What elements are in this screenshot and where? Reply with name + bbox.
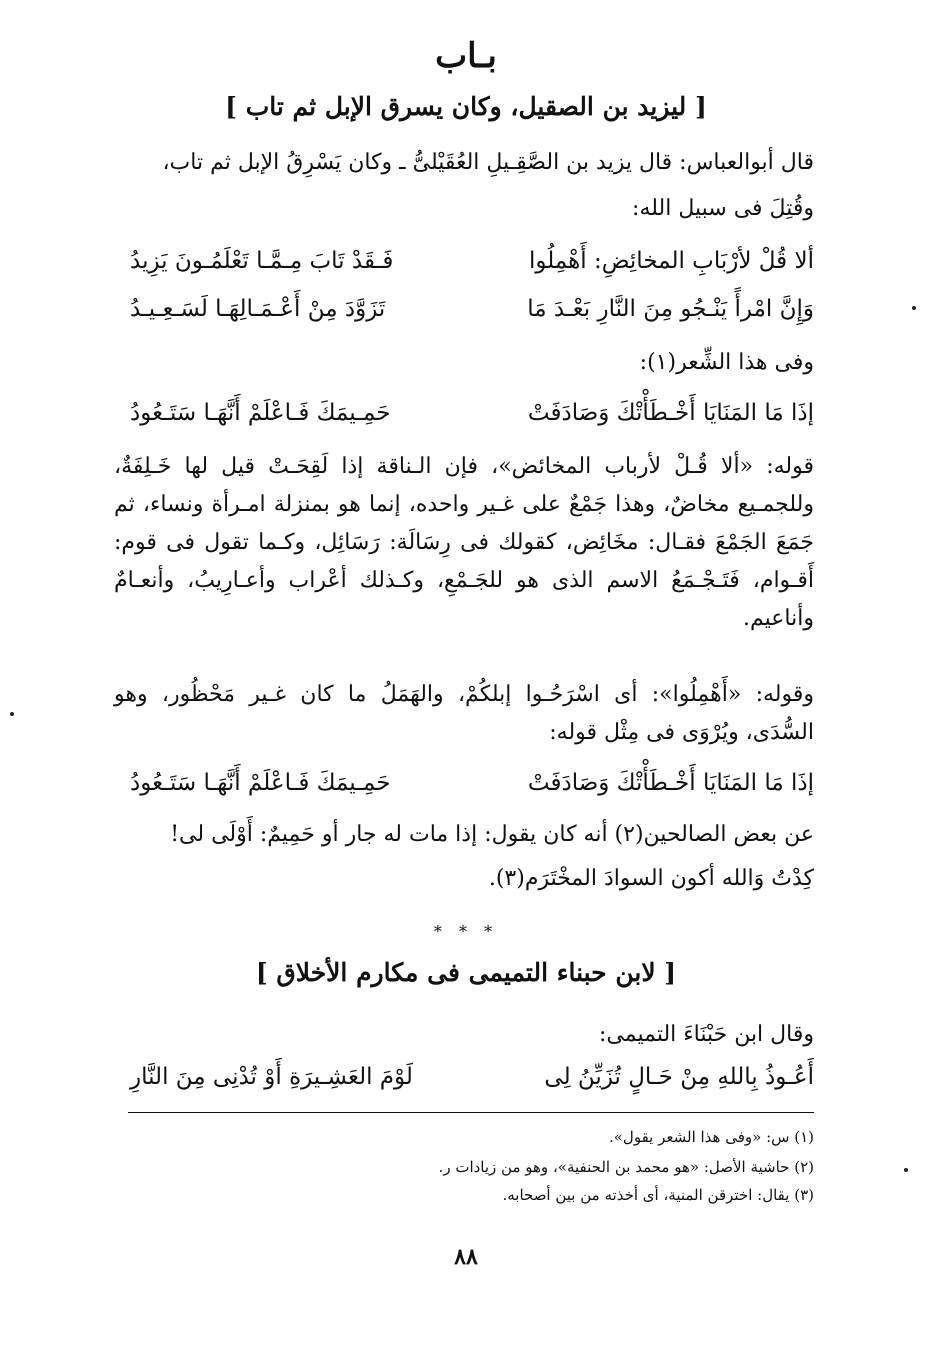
verse-hemistich: لَوْمَ العَشِـيرَةِ أَوْ تُدْنِى مِنَ النَّارِ <box>130 1064 413 1090</box>
verse-hemistich: إذَا مَا المَنَايَا أَخْـطَأْتْكَ وَصَادَفَتْ <box>527 770 814 796</box>
commentary-paragraph: وقوله: «أَهْمِلُوا»: أى اسْرَحُـوا إبلكُمْ، والهَمَلُ ما كان غـير مَحْظُور، وهو السُّدَى، ويُرْوَى فى مِثْل قوله: <box>114 682 814 745</box>
intro-line: قال أبوالعباس: قال يزيد بن الصَّقِـيلِ العُقَيْلىُّ ـ وكان يَسْرِقُ الإبل ثم تاب، <box>162 150 814 175</box>
verse-hemistich: وَإِنَّ امْرأً يَنْـجُو مِنَ النَّارِ بَعْـدَ مَا <box>527 296 814 322</box>
verse-hemistich: أَعُـوذُ بِاللهِ مِنْ حَـالٍ تُزَيِّنُ لِى <box>544 1064 814 1090</box>
scan-speck <box>904 1168 908 1172</box>
intro-line: وقال ابن حَبْنَاءَ التميمى: <box>599 1022 814 1047</box>
verse-hemistich: حَمِـيمَكَ فَـاعْلَمْ أَنَّهَـا سَتَـعُودُ <box>130 770 391 796</box>
section-heading: [ لابن حبناء التميمى فى مكارم الأخلاق ] <box>255 958 677 987</box>
page-number: ٨٨ <box>454 1244 478 1270</box>
verse-hemistich: فَـقَدْ تَابَ مِـمَّـا تَعْلَمُـونَ يَزِيدُ <box>130 248 394 274</box>
footnote-divider <box>128 1112 814 1113</box>
footnote: (١) س: «وفى هذا الشعر يقول». <box>608 1128 814 1146</box>
footnote: (٣) يقال: اخترقن المنية، أى أخذته من بين أصحابه. <box>502 1186 814 1204</box>
verse-hemistich: ألا قُلْ لأرْبَابِ المخائِضِ: أَهْمِلُوا <box>528 248 814 274</box>
footnote: (٢) حاشية الأصل: «هو محمد بن الحنفية»، وهو من زيادات ر. <box>438 1158 814 1176</box>
scan-speck <box>10 712 14 716</box>
verse-hemistich: إذَا مَا المَنَايَا أَخْـطَأْتْكَ وَصَادَفَتْ <box>527 400 814 426</box>
verse-hemistich: حَمِـيمَكَ فَـاعْلَمْ أَنَّهَـا سَتَـعُودُ <box>130 400 391 426</box>
page-title: بـاب <box>435 36 497 76</box>
verse-note: وفى هذا الشِّعر(١): <box>639 350 814 375</box>
verse-hemistich: تَزَوَّدَ مِنْ أَعْـمَـالِهَـا لَسَـعِـيـدُ <box>130 296 386 322</box>
anecdote-line: كِدْتُ وَالله أكون السوادَ المخْتَرَم(٣). <box>488 866 814 891</box>
scan-speck <box>912 306 916 310</box>
section-separator: * * * <box>433 922 499 941</box>
intro-line: وقُتِلَ فى سبيل الله: <box>632 196 814 221</box>
section-heading: [ ليزيد بن الصقيل، وكان يسرق الإبل ثم تاب ] <box>225 92 707 121</box>
commentary-paragraph: قوله: «ألا قُـلْ لأرباب المخائض»، فإن الـناقة إذا لَقِحَـتْ قيل لها خَـلِفَةٌ، وللجمـيع مخاضٌ، وهذا جَمْعٌ على غـير واحده، إنما هو بمنزلة امـرأة ونساء، ثم جَمَعَ الجَمْعَ فقـال: مخَائِض، كقولك فى رِسَالَة: رَسَائِل، وكـما تقول فى قوم: أَقـوام، فَتَـجْـمَعُ الاسم الذى هو للجَـمْعِ، وكـذلك أعْراب وأعـارِيبُ، وأنعـامٌ وأناعيم. <box>114 454 814 631</box>
anecdote-line: عن بعض الصالحين(٢) أنه كان يقول: إذا مات له جار أو حَمِيمٌ: أَوْلَى لى! <box>170 822 814 847</box>
